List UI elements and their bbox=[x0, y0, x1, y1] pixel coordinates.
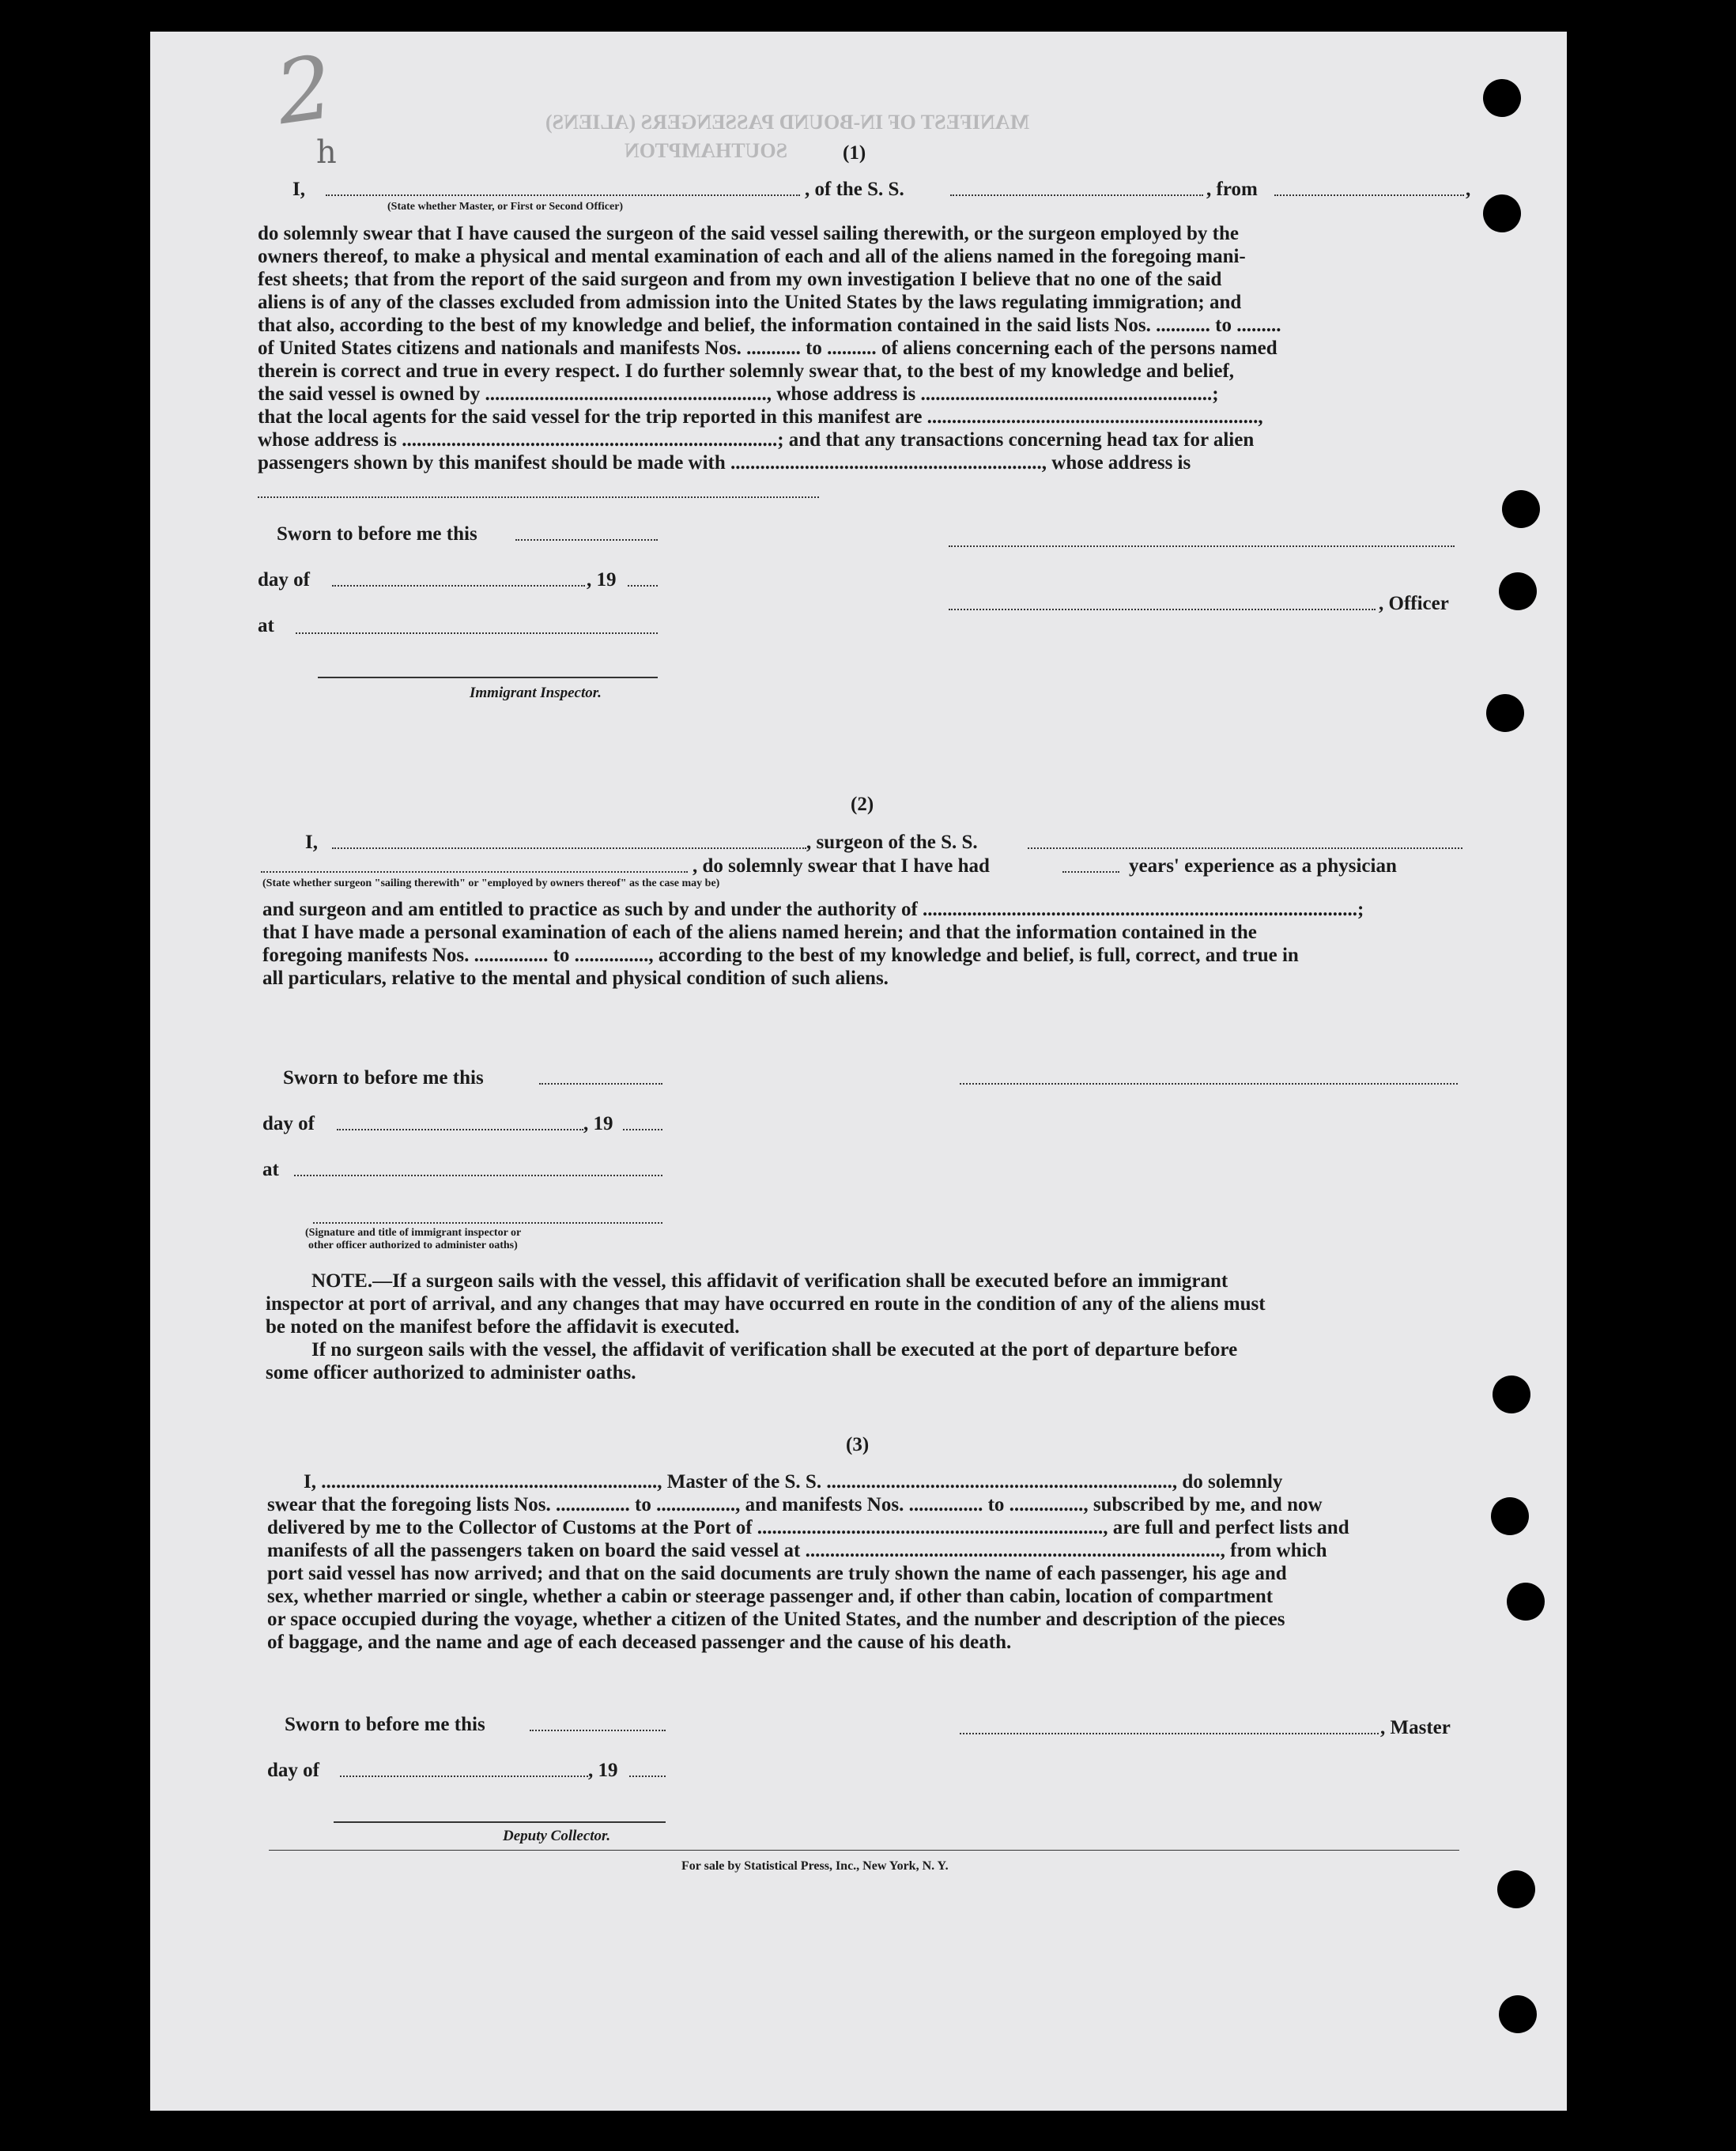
section-2-body bbox=[262, 898, 1466, 990]
punch-hole bbox=[1483, 79, 1521, 117]
s2-signature-note-2: other officer authorized to administer oaths) bbox=[308, 1240, 518, 1251]
punch-hole bbox=[1499, 572, 1537, 610]
s3-line: or space occupied during the voyage, whether a citizen of the United States, and the number and description of the pieces bbox=[267, 1609, 1285, 1630]
note-line: inspector at port of arrival, and any changes that may have occurred en route in the condition of any of the aliens must bbox=[266, 1293, 1266, 1315]
s1-officer-label: , Officer bbox=[1379, 593, 1449, 614]
s1-at: at bbox=[258, 615, 274, 636]
s1-from: , from bbox=[1206, 179, 1258, 200]
punch-hole bbox=[1497, 1870, 1535, 1908]
handwritten-page-number: 2 bbox=[270, 36, 339, 145]
s1-line: that the local agents for the said vessel for the trip reported in this manifest are ..................................................................., bbox=[258, 406, 1263, 428]
s1-master-note: (State whether Master, or First or Second Officer) bbox=[387, 201, 624, 213]
s2-year-line bbox=[623, 1129, 662, 1130]
s3-line: sex, whether married or single, whether a cabin or steerage passenger and, if other than cabin, location of compartment bbox=[267, 1586, 1274, 1607]
s2-signature-note-1: (Signature and title of immigrant inspector or bbox=[305, 1227, 522, 1239]
manifest-affidavit-page bbox=[150, 32, 1567, 2111]
s2-day-line bbox=[337, 1129, 583, 1130]
s2-years-line bbox=[1062, 871, 1119, 873]
s1-line: aliens is of any of the classes excluded from admission into the United States by the laws regulating immigration; and bbox=[258, 292, 1242, 313]
s1-year-line bbox=[628, 585, 658, 587]
s1-line: passengers shown by this manifest should be made with ..............................................................., whose address is bbox=[258, 452, 1191, 474]
punch-hole bbox=[1502, 490, 1540, 528]
s1-line: owners thereof, to make a physical and mental examination of each and all of the aliens named in the foregoing mani- bbox=[258, 246, 1246, 267]
s1-line: whose address is ............................................................................; and that any transactions concerning head tax for alien bbox=[258, 429, 1255, 451]
bleed-through-text: MANIFEST OF IN-BOUND PASSENGERS (ALIENS) bbox=[545, 111, 1030, 134]
handwritten-mark: h bbox=[316, 134, 337, 171]
s1-inspector-line bbox=[318, 677, 658, 678]
s2-line: and surgeon and am entitled to practice as such by and under the authority of ........................................................................................; bbox=[262, 899, 1364, 920]
note-line: be noted on the manifest before the affidavit is executed. bbox=[266, 1316, 740, 1338]
s1-of-ss: , of the S. S. bbox=[805, 179, 904, 200]
s2-nineteen: , 19 bbox=[583, 1113, 613, 1134]
punch-hole bbox=[1507, 1583, 1545, 1621]
s3-line: of baggage, and the name and age of each deceased passenger and the cause of his death. bbox=[267, 1632, 1012, 1653]
s1-line: the said vessel is owned by ........................................................., whose address is ...........................................................; bbox=[258, 383, 1219, 405]
s2-sworn-line bbox=[539, 1083, 662, 1085]
s2-at-line bbox=[294, 1175, 662, 1176]
s1-sworn-line bbox=[515, 539, 658, 541]
s1-day-line bbox=[332, 585, 585, 587]
s1-address-line bbox=[258, 496, 819, 498]
s3-sworn-label: Sworn to before me this bbox=[285, 1714, 485, 1735]
s2-role-line bbox=[261, 871, 688, 873]
note-line: NOTE.—If a surgeon sails with the vessel, this affidavit of verification shall be executed before an immigrant bbox=[311, 1270, 1228, 1292]
s3-line: I, ...................................................................., Master of the S. S. ......................................................................, do solemnly bbox=[304, 1471, 1283, 1492]
s2-years-label: years' experience as a physician bbox=[1129, 855, 1397, 877]
s2-line: all particulars, relative to the mental and physical condition of such aliens. bbox=[262, 968, 889, 989]
s2-surgeon-of: , surgeon of the S. S. bbox=[806, 832, 978, 853]
punch-hole bbox=[1493, 1376, 1530, 1413]
note-line: If no surgeon sails with the vessel, the affidavit of verification shall be executed at the port of departure before bbox=[311, 1339, 1238, 1360]
s1-comma: , bbox=[1466, 179, 1471, 200]
punch-hole bbox=[1499, 1995, 1537, 2033]
s1-inspector-label: Immigrant Inspector. bbox=[470, 685, 602, 701]
s1-signature-line bbox=[949, 545, 1455, 547]
s1-line: therein is correct and true in every respect. I do further solemnly swear that, to the best of my knowledge and belief, bbox=[258, 360, 1235, 382]
s1-i-label: I, bbox=[292, 179, 305, 200]
s2-line: foregoing manifests Nos. ............... to ..............., according to the best of my knowledge and belief, is full, correct, and true in bbox=[262, 945, 1299, 966]
s2-surgeon-note: (State whether surgeon "sailing therewith" or "employed by owners thereof" as the case may be) bbox=[262, 877, 720, 889]
s2-at: at bbox=[262, 1159, 279, 1180]
section-2-note bbox=[266, 1270, 1451, 1384]
s1-sworn-label: Sworn to before me this bbox=[277, 523, 477, 545]
s2-line: that I have made a personal examination of each of the aliens named herein; and that the information contained in the bbox=[262, 922, 1257, 943]
s1-at-line bbox=[296, 632, 658, 634]
s1-from-line bbox=[1274, 194, 1464, 196]
s1-officer-line bbox=[949, 609, 1376, 610]
section-1-number: (1) bbox=[843, 142, 866, 164]
s2-name-line bbox=[332, 847, 806, 849]
s3-line: delivered by me to the Collector of Customs at the Port of ......................................................................, are full and perfect lists and bbox=[267, 1517, 1349, 1538]
s1-line: do solemnly swear that I have caused the surgeon of the said vessel sailing therewith, or the surgeon employed by the bbox=[258, 223, 1239, 244]
s2-day-of: day of bbox=[262, 1113, 315, 1134]
s1-line: of United States citizens and nationals and manifests Nos. ........... to .......... of aliens concerning each of the persons named bbox=[258, 338, 1277, 359]
s1-day-of: day of bbox=[258, 569, 310, 591]
section-1-body bbox=[258, 222, 1451, 474]
s3-nineteen: , 19 bbox=[588, 1760, 618, 1781]
s2-signature-line bbox=[960, 1083, 1458, 1085]
s2-i-label: I, bbox=[305, 832, 318, 853]
s2-vessel-line bbox=[1028, 847, 1462, 849]
s1-line: fest sheets; that from the report of the said surgeon and from my own investigation I believe that no one of the said bbox=[258, 269, 1222, 290]
punch-hole bbox=[1486, 694, 1524, 732]
s1-nineteen: , 19 bbox=[587, 569, 617, 591]
punch-hole bbox=[1483, 194, 1521, 232]
bleed-through-text: SOUTHAMPTON bbox=[625, 139, 788, 162]
note-line: some officer authorized to administer oaths. bbox=[266, 1362, 636, 1383]
s3-line: port said vessel has now arrived; and that on the said documents are truly shown the name of each passenger, his age and bbox=[267, 1563, 1287, 1584]
section-2-number: (2) bbox=[851, 794, 874, 815]
s3-year-line bbox=[629, 1776, 666, 1777]
s3-line: manifests of all the passengers taken on board the said vessel at ...................................................................................., from which bbox=[267, 1540, 1327, 1561]
s3-day-line bbox=[340, 1776, 588, 1777]
s1-name-line bbox=[326, 194, 800, 196]
s2-sworn-label: Sworn to before me this bbox=[283, 1067, 484, 1089]
footer-text: For sale by Statistical Press, Inc., New York, N. Y. bbox=[681, 1859, 949, 1873]
s3-master-line bbox=[960, 1733, 1379, 1734]
s3-master-label: , Master bbox=[1380, 1717, 1451, 1738]
s3-sworn-line bbox=[530, 1730, 666, 1731]
s3-collector-label: Deputy Collector. bbox=[503, 1828, 611, 1844]
section-3-body bbox=[267, 1470, 1459, 1654]
s1-line: that also, according to the best of my knowledge and belief, the information contained in the said lists Nos. ........... to ......... bbox=[258, 315, 1281, 336]
section-3-number: (3) bbox=[846, 1434, 870, 1455]
punch-hole bbox=[1491, 1497, 1529, 1535]
footer-rule bbox=[269, 1850, 1459, 1851]
s3-line: swear that the foregoing lists Nos. ............... to ................, and manifests Nos. ............... to ..............., subscribed by me, and now bbox=[267, 1494, 1323, 1515]
s2-inspector-line bbox=[313, 1222, 662, 1224]
s2-swear-line: , do solemnly swear that I have had bbox=[693, 855, 990, 877]
s3-collector-line bbox=[334, 1821, 666, 1823]
s1-vessel-line bbox=[950, 194, 1203, 196]
s3-day-of: day of bbox=[267, 1760, 319, 1781]
